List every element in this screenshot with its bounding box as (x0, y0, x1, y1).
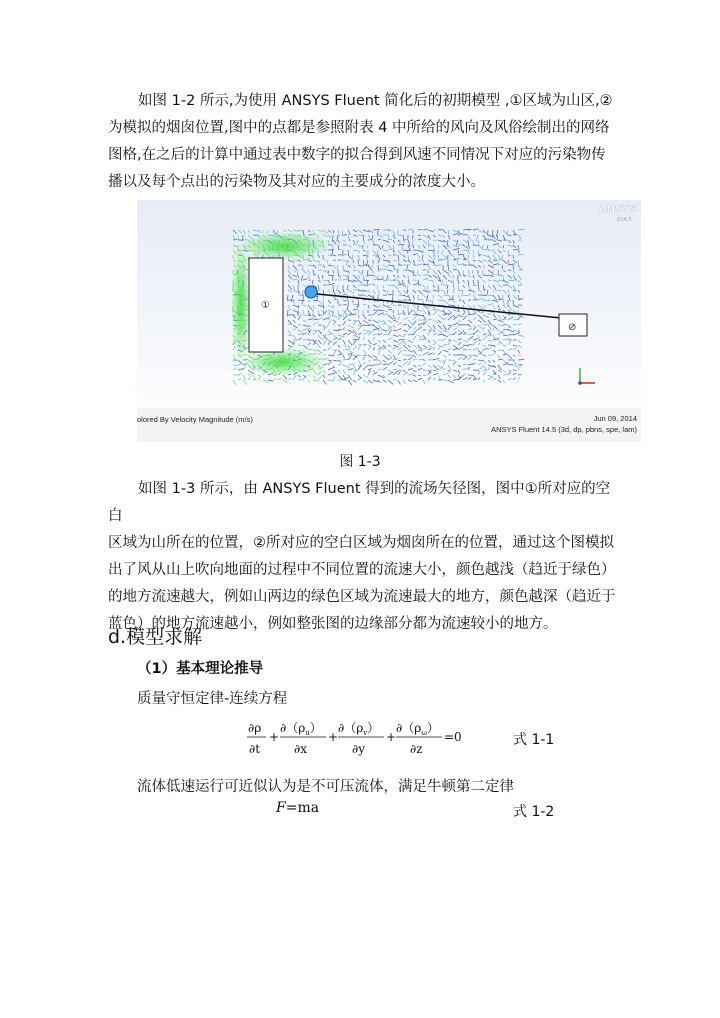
equation-2-label: 式 1-2 (513, 804, 555, 820)
velocity-vector (373, 270, 374, 274)
velocity-vector (498, 325, 503, 326)
render-date: Jun 09, 2014 (593, 414, 637, 423)
eq1-plus-2: + (328, 730, 339, 744)
mountain-region-label: ① (261, 300, 270, 311)
velocity-vector (338, 330, 342, 331)
velocity-vector (323, 300, 324, 306)
velocity-vector (393, 295, 394, 300)
eq1-term3-denominator: ∂y (352, 742, 365, 756)
velocity-vector (298, 345, 302, 346)
velocity-vector (423, 370, 427, 371)
velocity-vector (338, 250, 341, 251)
eq1-plus-1: + (269, 730, 280, 744)
eq1-term2-numerator: $\partial(\rho_u)$ (280, 721, 322, 737)
intro-paragraph (108, 88, 623, 196)
chimney-label: ⊘ (568, 322, 577, 333)
figure-caption: 图 1-3 (339, 454, 381, 470)
analysis-line-1: 如图 1-3 所示，由 ANSYS Fluent 得到的流场矢径图，图中①所对应的空白 (108, 481, 611, 524)
analysis-line-3: 出了风从山上吹向地面的过程中不同位置的流速大小，颜色越浅（趋近于绿色） (108, 562, 616, 578)
velocity-vector (433, 265, 438, 266)
velocity-vector (418, 275, 421, 276)
analysis-line-5: 蓝色）的地方流速越小，例如整张图的边缘部分都为流速较小的地方。 (108, 616, 558, 632)
ansys-logo: ANSYS (599, 204, 637, 215)
velocity-vector (518, 360, 524, 361)
axis-origin (578, 381, 582, 385)
velocity-vector (448, 355, 451, 356)
eq1-term1-denominator: ∂t (249, 742, 261, 756)
velocity-vector (288, 335, 292, 336)
mass-conservation-label: 质量守恒定律-连续方程 (137, 691, 288, 707)
intro-line-4: 播以及每个点出的污染物及其对应的主要成分的浓度大小。 (108, 174, 485, 190)
velocity-vector (513, 265, 514, 269)
velocity-vector (333, 235, 334, 242)
eq1-term3-numerator: $\partial(\rho_v)$ (338, 721, 380, 737)
velocity-vector (248, 255, 249, 260)
velocity-vector (348, 305, 349, 310)
velocity-vector (343, 305, 347, 306)
velocity-vector (413, 360, 417, 361)
flow-field-figure (137, 200, 641, 442)
velocity-vector (383, 275, 384, 280)
intro-line-3: 图格,在之后的计算中通过表中数字的拟合得到风速不同情况下对应的污染物传 (108, 147, 606, 163)
continuity-equation (246, 716, 466, 760)
velocity-vector (438, 230, 443, 231)
velocity-vector (438, 285, 439, 290)
newton-equation (276, 800, 319, 816)
eq1-equals-zero: =0 (444, 730, 462, 744)
velocity-vector (288, 295, 289, 301)
velocity-vector (398, 245, 404, 246)
eq1-plus-3: + (386, 730, 397, 744)
eq2-rhs: =ma (285, 800, 320, 816)
eq1-term4-denominator: ∂z (410, 742, 423, 756)
subsection-heading: （1）基本理论推导 (137, 661, 264, 677)
velocity-vector (333, 310, 334, 317)
velocity-vector (303, 340, 309, 341)
analysis-line-2: 区域为山所在的位置，②所对应的空白区域为烟囱所在的位置，通过这个图模拟 (108, 535, 614, 551)
velocity-vector (468, 295, 471, 296)
ansys-version: R14.5 (617, 217, 632, 223)
eq2-force-symbol: F (276, 800, 286, 816)
velocity-vector (473, 360, 477, 361)
velocity-vector (503, 275, 504, 280)
colorbar-caption: olored By Velocity Magnitude (m/s) (137, 415, 253, 424)
velocity-vector (398, 310, 399, 315)
velocity-vector (508, 250, 509, 257)
render-software: ANSYS Fluent 14.5 (3d, dp, pbns, spe, lam) (491, 425, 637, 434)
chimney-marker (305, 286, 317, 298)
velocity-vector-plot (137, 200, 641, 442)
analysis-line-4: 的地方流速越大，例如山两边的绿色区域为流速最大的地方，颜色越深（趋近于 (108, 589, 616, 605)
high-speed-region-left (231, 242, 251, 366)
velocity-vector (378, 310, 383, 311)
eq1-term2-denominator: ∂x (294, 742, 307, 756)
velocity-vector (233, 240, 237, 241)
intro-line-2: 为模拟的烟囱位置,图中的点都是参照附表 4 中所给的风向及风俗绘制出的网络 (108, 120, 610, 136)
eq1-term4-numerator: $\partial(\rho_\omega)$ (396, 721, 439, 737)
eq1-term1-numerator: ∂ρ (248, 721, 262, 735)
section-heading: d.模型求解 (108, 626, 203, 648)
equation-1-label: 式 1-1 (513, 732, 555, 748)
velocity-vector (398, 270, 399, 273)
velocity-vector (378, 260, 379, 263)
intro-line-1: 如图 1-2 所示,为使用 ANSYS Fluent 简化后的初期模型 ,①区域为山区,② (138, 93, 613, 109)
high-speed-region-top (239, 232, 331, 260)
velocity-vector (298, 300, 305, 301)
newton-law-label: 流体低速运行可近似认为是不可压流体，满足牛顿第二定律 (137, 779, 514, 795)
analysis-paragraph (108, 476, 623, 638)
